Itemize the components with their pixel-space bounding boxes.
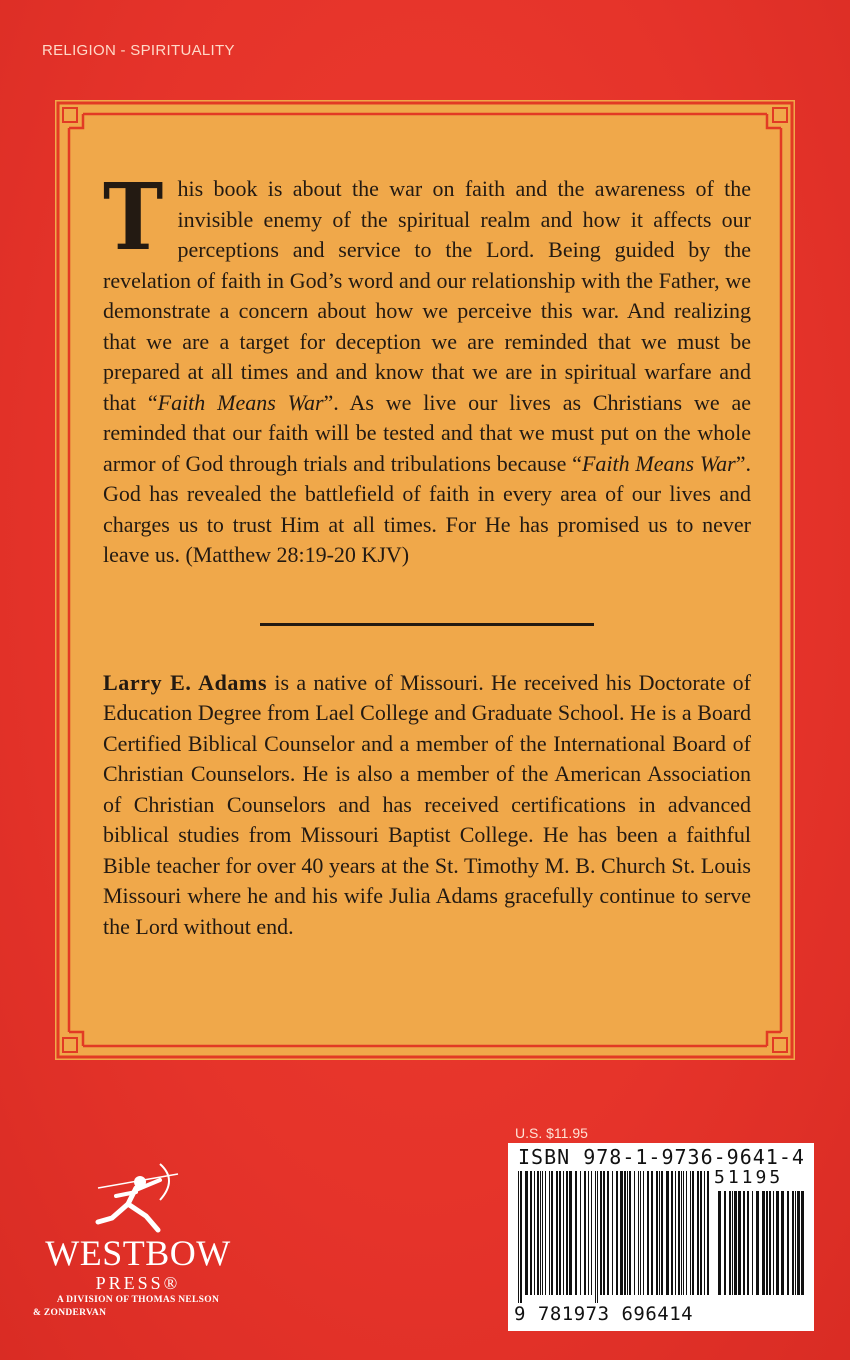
barcode-bar	[718, 1191, 721, 1295]
barcode-bar	[540, 1171, 541, 1295]
publisher-division-1: A DIVISION OF THOMAS NELSON	[56, 1295, 220, 1305]
barcode-bar	[624, 1171, 626, 1295]
category-label: RELIGION - SPIRITUALITY	[42, 42, 235, 59]
barcode-bar	[743, 1191, 745, 1295]
barcode-bar	[683, 1171, 684, 1295]
addon-digits: 51195	[714, 1167, 784, 1188]
ean-digits: 9 781973 696414	[514, 1303, 694, 1325]
barcode-bar	[686, 1171, 687, 1295]
barcode-bar	[651, 1171, 653, 1295]
barcode-bar	[580, 1171, 581, 1295]
barcode-bar	[591, 1171, 592, 1295]
barcode-bar	[603, 1171, 605, 1295]
barcode-bar	[595, 1171, 596, 1303]
barcode-bar	[563, 1171, 564, 1295]
barcode-bar	[707, 1171, 709, 1295]
barcode-bar	[525, 1171, 528, 1295]
barcode-bar	[795, 1191, 796, 1295]
barcode-bar	[616, 1171, 618, 1295]
archer-logo-icon	[28, 1160, 248, 1240]
barcode-bar	[530, 1171, 532, 1295]
barcode-bar	[697, 1171, 699, 1295]
description-text-1: his book is about the war on faith and the awareness of the invisible enemy of the spiritual realm and how it affects our perceptions and service to the Lord. Being guided by the revelation of faith in God’s word and our relationship with the Father, we demonstrate a concern about how we perceive this war. And realizing that we are a target for deception we are reminded that we must be prepared at all times and and know that we are in spiritual warfare and that “	[103, 176, 751, 415]
publisher-division-2: & ZONDERVAN	[33, 1308, 107, 1318]
barcode-bar	[773, 1191, 774, 1295]
barcode-bar	[762, 1191, 765, 1295]
barcode-bar	[724, 1191, 726, 1295]
barcode-bar	[643, 1171, 644, 1295]
description-italic-2: Faith Means War	[581, 450, 736, 476]
addon-bars	[718, 1191, 806, 1303]
drop-cap: T	[103, 163, 164, 271]
barcode-bar	[545, 1171, 546, 1295]
barcode-bar	[797, 1191, 800, 1295]
barcode-bar	[600, 1171, 602, 1295]
author-bio	[103, 668, 751, 943]
barcode-bar	[551, 1171, 553, 1295]
barcode-bar	[597, 1171, 598, 1303]
description-text-2: ”. As we live our lives as Christians we ae reminded that our faith will be tested and that we must put on the whole armor of God through trials and tribulations because “	[103, 389, 751, 476]
book-description	[103, 163, 751, 571]
barcode-bar	[566, 1171, 568, 1295]
barcode-bar	[584, 1171, 586, 1295]
barcode-bar	[518, 1171, 519, 1303]
barcode-bar	[620, 1171, 623, 1295]
barcode-bar	[629, 1171, 631, 1295]
publisher-sub: PRESS®	[95, 1273, 181, 1293]
panel-content	[103, 163, 751, 942]
barcode-bar	[690, 1171, 691, 1295]
barcode-bar	[752, 1191, 753, 1295]
barcode-bar	[534, 1171, 535, 1295]
barcode-bar	[738, 1191, 741, 1295]
barcode-bar	[769, 1191, 771, 1295]
barcode-bar	[792, 1191, 794, 1295]
price-label: U.S. $11.95	[515, 1125, 588, 1141]
barcode-bar	[634, 1171, 635, 1295]
barcode-bar	[640, 1171, 641, 1295]
barcode-bar	[678, 1171, 680, 1295]
barcode-bar	[638, 1171, 639, 1295]
barcode-bar	[612, 1171, 613, 1295]
publisher-name: WESTBOW	[45, 1233, 231, 1273]
barcode-bar	[656, 1171, 658, 1295]
barcode-bar	[776, 1191, 779, 1295]
barcode-bar	[556, 1171, 558, 1295]
barcode-bar	[700, 1171, 702, 1295]
barcode-bar	[747, 1191, 749, 1295]
barcode-bar	[675, 1171, 676, 1295]
description-text-3: ”. God has revealed the battlefield of faith in every area of our lives and charges us to trust Him at all times. For He has promised us to never leave us. (Matthew 28:19-20 KJV)	[103, 450, 751, 567]
barcode-bar	[756, 1191, 759, 1295]
barcode-bar	[575, 1171, 577, 1295]
isbn-text: ISBN 978-1-9736-9641-4	[518, 1145, 805, 1169]
barcode-bar	[542, 1171, 543, 1295]
barcode-bar	[607, 1171, 609, 1295]
barcode-bar	[681, 1171, 682, 1295]
barcode-bar	[801, 1191, 804, 1295]
barcode-bar	[729, 1191, 731, 1295]
section-divider	[260, 623, 594, 626]
barcode-bar	[671, 1171, 673, 1295]
barcode-bar	[661, 1171, 663, 1295]
publisher-logo	[28, 1160, 248, 1330]
description-panel	[55, 100, 795, 1060]
barcode-bar	[732, 1191, 733, 1295]
barcode	[508, 1143, 814, 1331]
author-name: Larry E. Adams	[103, 669, 268, 695]
barcode-bar	[627, 1171, 628, 1295]
barcode-bar	[549, 1171, 550, 1295]
barcode-bar	[559, 1171, 561, 1295]
barcode-bar	[647, 1171, 649, 1295]
barcode-bar	[766, 1191, 768, 1295]
author-bio-text: is a native of Missouri. He received his Doctorate of Education Degree from Lael College and Graduate School. He is a Board Certified Biblical Counselor and a member of the International Board of Christian Counselors. He is also a member of the American Association of Christian Counselors and has received certifications in advanced biblical studies from Missouri Baptist College. He has been a faithful Bible teacher for over 40 years at the St. Timothy M. B. Church St. Louis Missouri where he and his wife Julia Adams gracefully continue to serve the Lord without end.	[103, 669, 751, 939]
description-italic-1: Faith Means War	[157, 389, 324, 415]
ean-bars	[518, 1171, 710, 1303]
barcode-bar	[734, 1191, 737, 1295]
barcode-bar	[537, 1171, 539, 1295]
barcode-bar	[520, 1171, 522, 1303]
barcode-bar	[704, 1171, 705, 1295]
barcode-bar	[588, 1171, 589, 1295]
barcode-bar	[659, 1171, 660, 1295]
barcode-bar	[787, 1191, 789, 1295]
barcode-bar	[781, 1191, 784, 1295]
barcode-bar	[666, 1171, 669, 1295]
barcode-bar	[569, 1171, 572, 1295]
barcode-bar	[692, 1171, 694, 1295]
